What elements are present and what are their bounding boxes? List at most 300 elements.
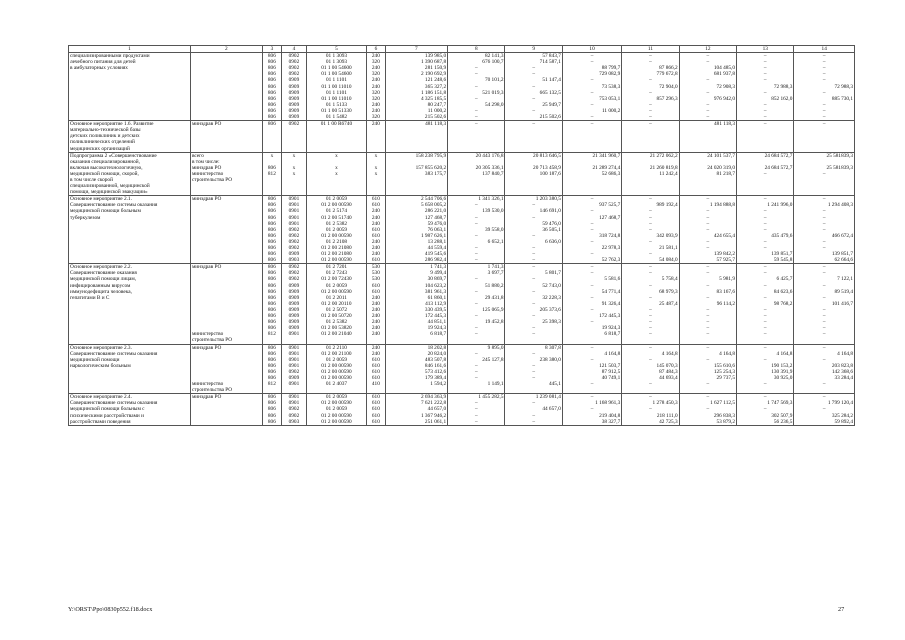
year-2020-cell: 59 892,4 [794,419,855,426]
year-2016-cell: 753 053,1 [562,96,621,102]
year-2014-cell: – [448,325,505,331]
total-amount-cell: 121 248,6 [385,77,448,83]
year-2019-cell: 30 925,0 [737,375,794,381]
target-article-cell: 01 2 00 00590 [306,369,366,375]
year-2016-cell: – [562,59,621,65]
executor-cell: минздрав РО [190,344,262,351]
total-amount-cell: 18 202,8 [385,344,448,351]
target-article-cell: 01 1 3093 [306,59,366,65]
year-2016-cell: – [562,239,621,245]
measure-name-cell: специализированными продуктами [69,53,191,60]
year-2016-cell: 219 404,8 [562,413,621,419]
expense-type-cell [367,189,385,196]
table-row [69,264,855,271]
year-2017-cell: 25 487,4 [622,301,679,307]
target-article-cell: 01 2 2011 [306,295,366,301]
year-2020-cell: 1 294 408,3 [794,202,855,208]
year-2014-cell: 137 840,7 [448,171,505,177]
year-2015-cell: 20 713 458,9 [505,165,562,171]
year-2019-cell: – [737,221,794,227]
year-2015-cell: 445,1 [505,381,562,387]
year-2018-cell: 83 167,6 [679,289,736,295]
grbs-code-cell: 812 [262,171,281,177]
year-2018-cell: 139 842,2 [679,251,736,257]
section-code-cell: 0901 [282,357,307,363]
year-2014-cell [448,387,505,394]
section-code-cell: 0902 [282,413,307,419]
section-code-cell: 0909 [282,283,307,289]
year-2018-cell: 1 194 888,8 [679,202,736,208]
year-2016-cell: 937 525,7 [562,202,621,208]
target-article-cell: 01 2 00 72430 [306,276,366,282]
expense-type-cell [367,387,385,394]
executor-cell: минздрав РО [190,394,262,401]
year-2017-cell: 87 484,3 [622,369,679,375]
target-article-cell: 01 2 0059 [306,394,366,401]
grbs-code-cell: 806 [262,295,281,301]
total-amount-cell: 76 063,1 [385,227,448,233]
year-2015-cell: – [505,289,562,295]
executor-cell [190,257,262,264]
year-2019-cell: 59 545,8 [737,257,794,264]
expense-type-cell: 240 [367,53,385,60]
year-2015-cell [505,146,562,153]
year-2018-cell: – [679,108,736,114]
executor-cell: строительства РО [190,337,262,344]
expense-type-cell: 320 [367,96,385,102]
year-2019-cell: – [737,77,794,83]
column-number-cell: 8 [448,46,505,53]
year-2016-cell: 54 771,4 [562,289,621,295]
target-article-cell: 01 2 00 00590 [306,233,366,239]
measure-name-cell: расстройствами поведения [69,419,191,426]
year-2016-cell: – [562,208,621,214]
year-2016-cell [562,189,621,196]
target-article-cell: 01 2 00 50720 [306,313,366,319]
measure-name-cell: помощи, медицинской эвакуации» [69,189,191,196]
target-article-cell [306,146,366,153]
target-article-cell: 01 2 00 00590 [306,289,366,295]
year-2020-cell: 139 851,7 [794,251,855,257]
year-2017-cell: – [622,283,679,289]
year-2014-cell: 70 101,2 [448,77,505,83]
year-2017-cell: 68 979,3 [622,289,679,295]
executor-cell [190,146,262,153]
year-2015-cell: 1 203 380,5 [505,196,562,203]
year-2016-cell: – [562,307,621,313]
year-2018-cell: 81 218,7 [679,171,736,177]
year-2016-cell: 4 164,8 [562,351,621,357]
column-number-cell: 12 [679,46,736,53]
year-2020-cell: – [794,325,855,331]
year-2020-cell: 25 581839,3 [794,165,855,171]
year-2020-cell: – [794,239,855,245]
year-2019-cell: – [737,53,794,60]
executor-cell [190,419,262,426]
year-2017-cell: – [622,295,679,301]
year-2014-cell: – [448,276,505,282]
grbs-code-cell: 806 [262,202,281,208]
year-2014-cell: – [448,400,505,406]
year-2018-cell: – [679,406,736,412]
year-2016-cell: 127 468,7 [562,215,621,221]
expense-type-cell: 240 [367,102,385,108]
year-2020-cell: 89 519,4 [794,289,855,295]
year-2015-cell: – [505,301,562,307]
year-2018-cell: 155 610,6 [679,363,736,369]
year-2018-cell: – [679,331,736,337]
executor-cell [190,189,262,196]
section-code-cell: 0909 [282,307,307,313]
total-amount-cell: 13 288,1 [385,239,448,245]
expense-type-cell: 530 [367,270,385,276]
grbs-code-cell: 806 [262,394,281,401]
expense-type-cell: 240 [367,325,385,331]
section-code-cell: 0902 [282,245,307,251]
year-2017-cell: – [622,208,679,214]
year-2020-cell: – [794,394,855,401]
target-article-cell: 01 2 0059 [306,227,366,233]
executor-cell: минздрав РО [190,121,262,128]
year-2020-cell: 466 672,4 [794,233,855,239]
year-2020-cell: – [794,331,855,337]
grbs-code-cell: 806 [262,84,281,90]
year-2016-cell: – [562,53,621,60]
expense-type-cell: 610 [367,283,385,289]
grbs-code-cell: 806 [262,276,281,282]
grbs-code-cell: 806 [262,208,281,214]
expense-type-cell: 410 [367,381,385,387]
year-2017-cell: 72 904,0 [622,84,679,90]
year-2018-cell: 72 908,3 [679,84,736,90]
grbs-code-cell: 806 [262,102,281,108]
target-article-cell: 01 2 00 53820 [306,325,366,331]
expense-type-cell: 240 [367,215,385,221]
expense-type-cell: x [367,171,385,177]
section-code-cell: 0903 [282,257,307,264]
year-2015-cell: 25 398,3 [505,319,562,325]
year-2018-cell: – [679,227,736,233]
year-2015-cell: – [505,325,562,331]
grbs-code-cell [262,189,281,196]
grbs-code-cell [262,337,281,344]
year-2017-cell: – [622,406,679,412]
table-row [69,394,855,401]
year-2016-cell: 729 082,9 [562,71,621,77]
year-2019-cell: – [737,90,794,96]
year-2014-cell: – [448,251,505,257]
year-2015-cell: 205 373,6 [505,307,562,313]
year-2016-cell: 318 724,8 [562,233,621,239]
year-2020-cell: 885 730,1 [794,96,855,102]
year-2019-cell: 84 623,6 [737,289,794,295]
grbs-code-cell: 806 [262,53,281,60]
year-2017-cell: – [622,121,679,128]
measure-name-cell: Совершенствование системы оказания [69,202,191,208]
year-2019-cell: 24 684 572,7 [737,152,794,159]
total-amount-cell: 7 621 222,8 [385,400,448,406]
section-code-cell: 0902 [282,233,307,239]
total-amount-cell: 80 247,7 [385,102,448,108]
section-code-cell: 0901 [282,344,307,351]
year-2018-cell: – [679,381,736,387]
total-amount-cell: 44 657,0 [385,406,448,412]
expense-type-cell: 240 [367,331,385,337]
expense-type-cell: 240 [367,239,385,245]
measure-name-cell: детских поликлиник и детских [69,133,191,139]
target-article-cell: 01 2 5072 [306,307,366,313]
year-2020-cell: 62 664,6 [794,257,855,264]
year-2015-cell: 665 132,5 [505,90,562,96]
target-article-cell: 01 2 4037 [306,381,366,387]
year-2015-cell: – [505,264,562,271]
year-2019-cell: – [737,313,794,319]
expense-type-cell: 320 [367,90,385,96]
year-2020-cell: – [794,65,855,71]
total-amount-cell [385,146,448,153]
year-2018-cell: – [679,196,736,203]
year-2017-cell: – [622,313,679,319]
footer-file-path: Y:\ORST\Ppo\0830p552.f18.docx [68,606,153,613]
year-2015-cell [505,387,562,394]
year-2016-cell: 11 000,2 [562,108,621,114]
measure-name-cell: Основное мероприятие 2.1. [69,196,191,203]
year-2016-cell: 91 326,4 [562,301,621,307]
year-2018-cell: – [679,325,736,331]
column-number-cell: 13 [737,46,794,53]
year-2018-cell: 24 020 319,0 [679,165,736,171]
target-article-cell: 01 2 00 00590 [306,202,366,208]
section-code-cell: 0901 [282,351,307,357]
year-2020-cell: – [794,208,855,214]
grbs-code-cell: 806 [262,96,281,102]
year-2015-cell: – [505,215,562,221]
year-2018-cell: – [679,295,736,301]
year-2016-cell: – [562,394,621,401]
column-number-cell: 14 [794,46,855,53]
total-amount-cell: 61 860,1 [385,295,448,301]
year-2015-cell: 59 476,0 [505,221,562,227]
year-2015-cell: 20 813 646,5 [505,152,562,159]
year-2015-cell: – [505,351,562,357]
year-2018-cell: 5 981,9 [679,276,736,282]
year-2018-cell: – [679,114,736,121]
table-row [69,114,855,121]
year-2015-cell [505,337,562,344]
year-2017-cell: 21 260 819,8 [622,165,679,171]
target-article-cell: 01 2 5174 [306,208,366,214]
year-2019-cell: – [737,215,794,221]
year-2017-cell [622,337,679,344]
grbs-code-cell: 806 [262,406,281,412]
expense-type-cell: x [367,152,385,159]
total-amount-cell: 1 186 151,8 [385,90,448,96]
year-2016-cell: – [562,221,621,227]
year-2014-cell: 19 452,8 [448,319,505,325]
column-number-cell: 3 [262,46,281,53]
target-article-cell: x [306,171,366,177]
expense-type-cell: 610 [367,369,385,375]
year-2018-cell: – [679,215,736,221]
target-article-cell: 01 2 0059 [306,357,366,363]
year-2017-cell: – [622,381,679,387]
year-2020-cell: 325 284,2 [794,413,855,419]
total-amount-cell: 158 238 795,9 [385,152,448,159]
target-article-cell: x [306,152,366,159]
section-code-cell: x [282,152,307,159]
year-2014-cell: – [448,121,505,128]
section-code-cell: 0902 [282,227,307,233]
grbs-code-cell: 806 [262,325,281,331]
year-2014-cell: 20 305 336,1 [448,165,505,171]
executor-cell: министерство [190,331,262,337]
year-2017-cell: 342 093,9 [622,233,679,239]
measure-name-cell: Подпрограмма 2 «Совершенствование [69,152,191,159]
grbs-code-cell: 806 [262,90,281,96]
year-2020-cell: 7 122,1 [794,276,855,282]
year-2016-cell: – [562,344,621,351]
target-article-cell: 01 2 0059 [306,283,366,289]
year-2015-cell: 25 949,7 [505,102,562,108]
year-2020-cell: – [794,357,855,363]
measure-name-cell: инфицированным вирусом [69,283,191,289]
year-2014-cell: – [448,257,505,264]
table-row [69,146,855,153]
expense-type-cell: 530 [367,264,385,271]
expense-type-cell: 240 [367,344,385,351]
expense-type-cell: 240 [367,77,385,83]
grbs-code-cell: 806 [262,59,281,65]
grbs-code-cell: 806 [262,264,281,271]
year-2019-cell: – [737,344,794,351]
grbs-code-cell: 806 [262,357,281,363]
total-amount-cell: 1 594,2 [385,381,448,387]
year-2016-cell: – [562,114,621,121]
target-article-cell [306,189,366,196]
year-2020-cell: – [794,171,855,177]
year-2014-cell: 82 141,3 [448,53,505,60]
section-code-cell: 0901 [282,196,307,203]
total-amount-cell: 19 924,3 [385,325,448,331]
year-2017-cell: – [622,325,679,331]
year-2014-cell: – [448,65,505,71]
total-amount-cell: 2 694 363,9 [385,394,448,401]
year-2015-cell: – [505,65,562,71]
expense-type-cell: 240 [367,84,385,90]
expense-type-cell: 610 [367,394,385,401]
total-amount-cell: 381 961,3 [385,289,448,295]
section-code-cell: 0901 [282,400,307,406]
year-2016-cell: – [562,406,621,412]
grbs-code-cell: 806 [262,375,281,381]
target-article-cell: 01 2 00 00590 [306,257,366,264]
year-2017-cell: 4 164,8 [622,351,679,357]
expense-type-cell: 610 [367,196,385,203]
year-2016-cell: – [562,121,621,128]
year-2014-cell: 51 880,2 [448,283,505,289]
year-2014-cell: 1 741,3 [448,264,505,271]
year-2015-cell: 238 380,0 [505,357,562,363]
year-2020-cell: – [794,121,855,128]
year-2017-cell: 779 672,8 [622,71,679,77]
grbs-code-cell: 806 [262,363,281,369]
total-amount-cell: 383 175,7 [385,171,448,177]
year-2016-cell: 22 978,3 [562,245,621,251]
column-number-cell: 11 [622,46,679,53]
year-2019-cell: 852 162,0 [737,96,794,102]
year-2019-cell: 6 425,7 [737,276,794,282]
year-2017-cell: 145 070,3 [622,363,679,369]
year-2017-cell: – [622,319,679,325]
target-article-cell: 01 1 5482 [306,114,366,121]
grbs-code-cell: 806 [262,233,281,239]
year-2015-cell: – [505,121,562,128]
year-2019-cell: – [737,295,794,301]
year-2014-cell: – [448,406,505,412]
grbs-code-cell: 806 [262,227,281,233]
target-article-cell: 01 2 2108 [306,239,366,245]
year-2017-cell: – [622,77,679,83]
year-2020-cell: – [794,71,855,77]
year-2017-cell: – [622,264,679,271]
year-2020-cell: – [794,270,855,276]
year-2019-cell: – [737,121,794,128]
total-amount-cell: 1 741,3 [385,264,448,271]
year-2017-cell: 21 581,1 [622,245,679,251]
year-2019-cell: – [737,102,794,108]
year-2018-cell: – [679,102,736,108]
year-2018-cell: – [679,90,736,96]
year-2020-cell: – [794,295,855,301]
target-article-cell: 01 2 00 00590 [306,400,366,406]
section-code-cell: 0902 [282,53,307,60]
target-article-cell: 01 2 7243 [306,270,366,276]
target-article-cell: 01 2 7201 [306,264,366,271]
grbs-code-cell: 806 [262,307,281,313]
grbs-code-cell: 806 [262,400,281,406]
year-2016-cell: 52 686,3 [562,171,621,177]
section-code-cell: 0909 [282,108,307,114]
executor-cell: министерство [190,381,262,387]
executor-cell: строительства РО [190,177,262,183]
measure-name-cell: иммунодефицита человека, [69,289,191,295]
year-2014-cell: 3 697,7 [448,270,505,276]
section-code-cell: x [282,165,307,171]
executor-cell: минздрав РО [190,196,262,203]
measure-name-cell [69,337,191,344]
year-2014-cell: 245 127,8 [448,357,505,363]
year-2014-cell: 6 652,1 [448,239,505,245]
year-2020-cell: – [794,196,855,203]
year-2014-cell: – [448,289,505,295]
year-2015-cell: 100 187,6 [505,171,562,177]
total-amount-cell: 44 851,1 [385,319,448,325]
year-2018-cell: – [679,394,736,401]
year-2014-cell: – [448,108,505,114]
year-2014-cell: – [448,84,505,90]
year-2016-cell: 38 327,7 [562,419,621,426]
expense-type-cell: 240 [367,313,385,319]
year-2019-cell: – [737,227,794,233]
year-2015-cell [505,189,562,196]
year-2017-cell: 44 693,4 [622,375,679,381]
year-2014-cell [448,189,505,196]
year-2016-cell [562,337,621,344]
grbs-code-cell: 806 [262,270,281,276]
year-2017-cell: – [622,239,679,245]
total-amount-cell: 20 824,0 [385,351,448,357]
total-amount-cell [385,189,448,196]
